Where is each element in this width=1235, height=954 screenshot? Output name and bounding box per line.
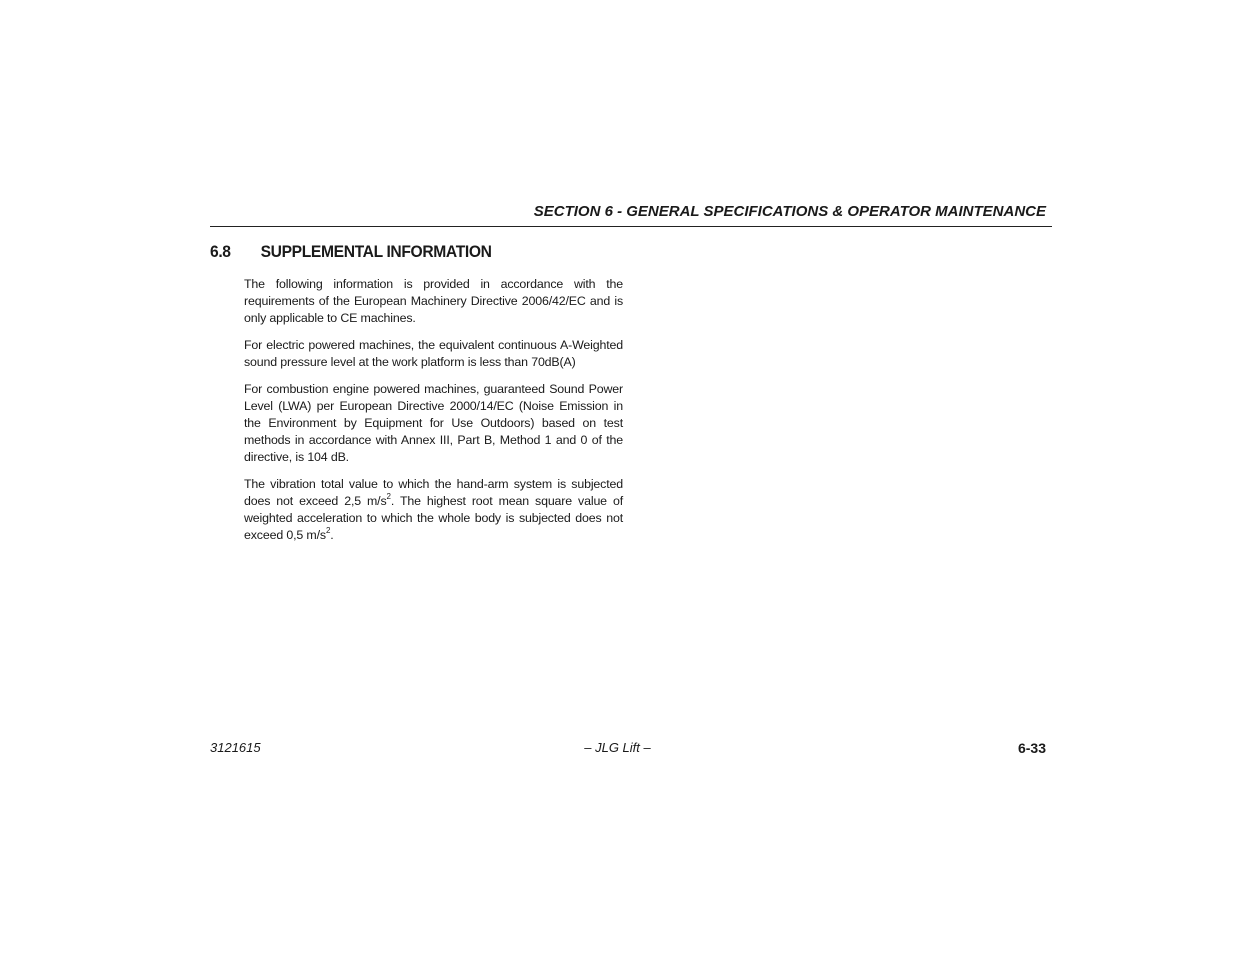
superscript-squared: 2	[325, 526, 331, 535]
vibration-text-part3: .	[330, 528, 334, 542]
footer-document-number: 3121615	[210, 740, 261, 755]
header-rule	[210, 226, 1052, 227]
body-text	[244, 276, 623, 554]
paragraph-vibration	[244, 476, 623, 544]
vibration-text-part2: . The highest root mean square value of weighted acceleration to which the whole body is subjected does not exceed 0,5 m/s	[244, 494, 623, 542]
footer-brand: – JLG Lift –	[584, 740, 651, 755]
footer-page-number: 6-33	[1017, 740, 1046, 756]
superscript-squared: 2	[386, 492, 391, 501]
paragraph-electric-sound-level: For electric powered machines, the equivalent continuous A-Weighted sound pressure level at the work platform is less than 70dB(A)	[244, 338, 623, 369]
section-heading	[210, 241, 492, 263]
vibration-text-part1: The vibration total value to which the hand-arm system is subjected does not exceed 2,5 m/s	[244, 477, 623, 508]
paragraph-combustion-sound-power: For combustion engine powered machines, guaranteed Sound Power Level (LWA) per European Directive 2000/14/EC (Noise Emission in the Environment by Equipment for Use Outdoors) based on test methods in accordance with Annex III, Part B, Method 1 and 0 of the directive, is 104 dB.	[244, 382, 623, 464]
section-header-title: SECTION 6 - GENERAL SPECIFICATIONS & OPERATOR MAINTENANCE	[533, 203, 1046, 220]
section-title: SUPPLEMENTAL INFORMATION	[260, 242, 492, 261]
section-number: 6.8	[210, 242, 231, 261]
paragraph-ce-directive: The following information is provided in accordance with the requirements of the European Machinery Directive 2006/42/EC and is only applicable to CE machines.	[244, 277, 623, 325]
